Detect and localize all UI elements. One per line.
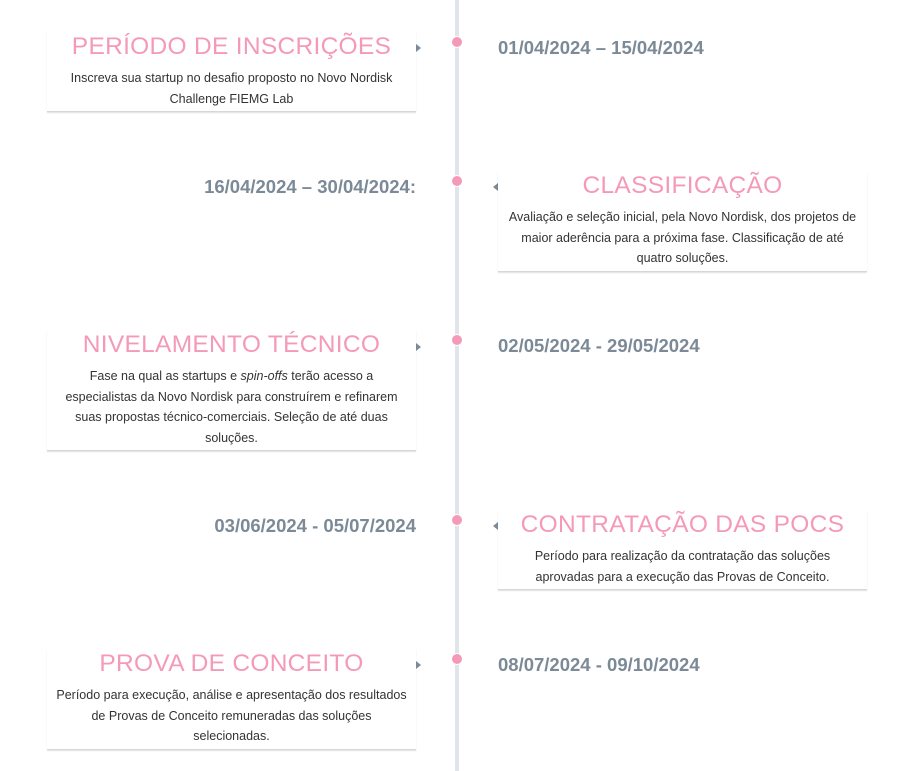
event-description: Período para realização da contratação das soluções aprovadas para a execução das Provas de Conceito. bbox=[534, 549, 831, 584]
event-description: Período para execução, análise e apresentação dos resultados de Provas de Conceito remuneradas das soluções selecionadas. bbox=[56, 688, 407, 743]
event-title: CONTRATAÇÃO DAS POCS bbox=[520, 511, 845, 538]
description-text: Fase na qual as startups e bbox=[89, 369, 241, 383]
event-title: PERÍODO DE INSCRIÇÕES bbox=[71, 33, 392, 60]
event-description: Inscreva sua startup no desafio proposto no Novo Nordisk Challenge FIEMG Lab bbox=[70, 71, 393, 106]
timeline-card bbox=[498, 171, 867, 272]
caret-right-icon bbox=[416, 661, 421, 669]
timeline-dot bbox=[451, 36, 463, 48]
event-title: CLASSIFICAÇÃO bbox=[582, 172, 783, 199]
event-title: PROVA DE CONCEITO bbox=[99, 650, 364, 677]
event-description bbox=[47, 366, 416, 450]
timeline-card bbox=[498, 510, 867, 590]
description-italic-term: spin-offs bbox=[240, 369, 288, 383]
event-description: Avaliação e seleção inicial, pela Novo Nordisk, dos projetos de maior aderência para a próxima fase. Classificação de até quatro soluções. bbox=[508, 210, 857, 265]
event-date: 16/04/2024 – 30/04/2024: bbox=[204, 176, 416, 197]
event-date: 01/04/2024 – 15/04/2024 bbox=[498, 37, 704, 58]
timeline-card bbox=[47, 330, 416, 451]
event-date: 03/06/2024 - 05/07/2024 bbox=[214, 515, 416, 536]
timeline-dot bbox=[451, 334, 463, 346]
caret-right-icon bbox=[416, 343, 421, 351]
event-date: 08/07/2024 - 09/10/2024 bbox=[498, 654, 700, 675]
timeline-dot bbox=[451, 653, 463, 665]
event-date: 02/05/2024 - 29/05/2024 bbox=[498, 335, 700, 356]
timeline-card bbox=[47, 649, 416, 750]
caret-right-icon bbox=[416, 44, 421, 52]
timeline-dot bbox=[451, 175, 463, 187]
description-text: terão acesso a especialistas da Novo Nordisk para construírem e refinarem suas propostas técnico-comerciais. Seleção de até duas soluções. bbox=[65, 369, 398, 445]
timeline-card bbox=[47, 32, 416, 112]
event-title: NIVELAMENTO TÉCNICO bbox=[82, 331, 381, 358]
timeline-dot bbox=[451, 514, 463, 526]
